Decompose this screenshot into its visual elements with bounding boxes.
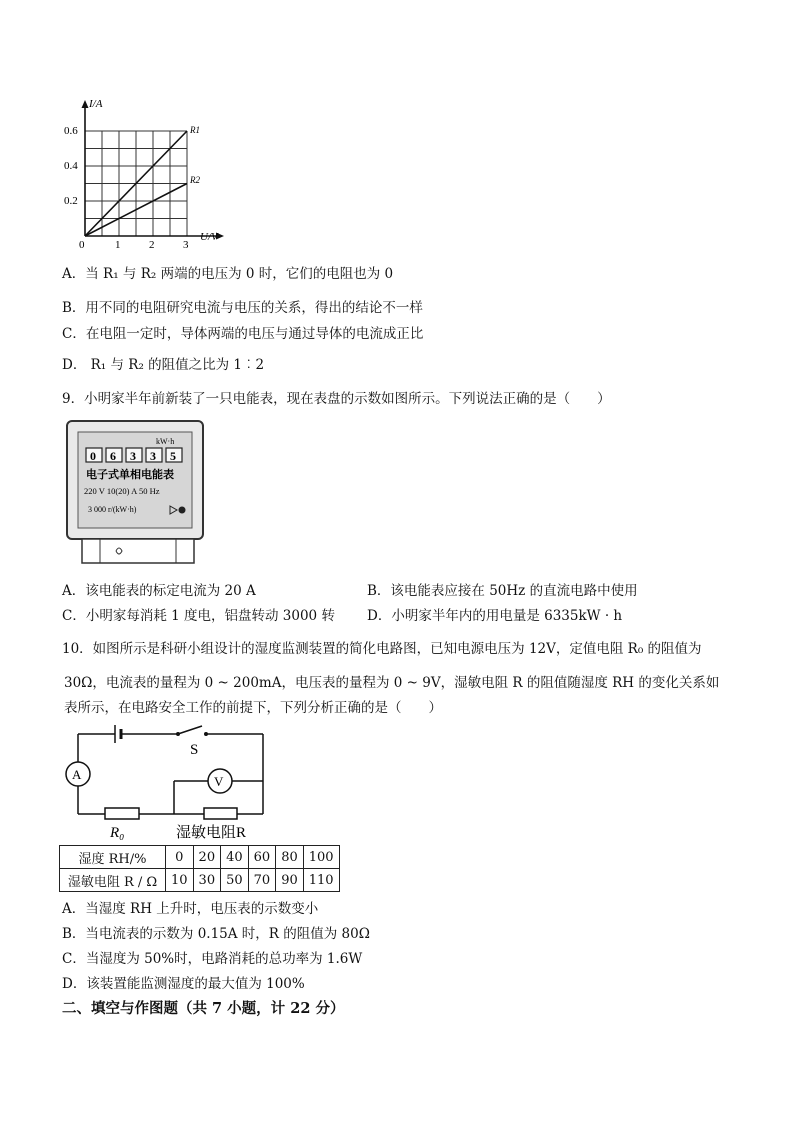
y-tick-label: 0.6 [64, 125, 78, 137]
table-cell: 50 [221, 869, 249, 892]
q10-option-b: B．当电流表的示数为 0.15A 时，R 的阻值为 80Ω [62, 926, 370, 942]
table-cell: 0 [166, 846, 194, 869]
humidity-resistor-label: 湿敏电阻R [176, 825, 247, 841]
q10-stem-line2: 30Ω，电流表的量程为 0 ~ 200mA，电压表的量程为 0 ~ 9V，湿敏电阻 R 的阻值随湿度 RH 的变化关系如 [64, 675, 720, 691]
q9-option-c: C．小明家每消耗 1 度电，铝盘转动 3000 转 [62, 608, 335, 624]
q10-option-a: A．当湿度 RH 上升时，电压表的示数变小 [62, 901, 319, 917]
r0-label: R₀ [110, 825, 125, 841]
electricity-meter [64, 418, 206, 568]
y-tick-label: 0.4 [64, 160, 78, 172]
x-tick-label: 3 [183, 239, 189, 250]
table-cell: 10 [166, 869, 194, 892]
meter-digit: 3 [130, 449, 136, 463]
voltmeter-label: V [214, 774, 224, 789]
series-label-r2: R2 [190, 175, 200, 185]
meter-digit: 3 [150, 449, 156, 463]
q9-option-a: A．该电能表的标定电流为 20 A [62, 583, 256, 599]
table-cell: 40 [221, 846, 249, 869]
circuit-diagram [60, 722, 290, 844]
meter-rating: 220 V 10(20) A 50 Hz [84, 486, 160, 496]
q8-option-b: B．用不同的电阻研究电流与电压的关系，得出的结论不一样 [62, 300, 423, 316]
meter-digit: 0 [90, 449, 96, 463]
table-cell: 30 [193, 869, 221, 892]
table-cell: 100 [303, 846, 339, 869]
meter-unit: kW·h [156, 437, 175, 446]
q8-option-a: A．当 R₁ 与 R₂ 两端的电压为 0 时，它们的电阻也为 0 [62, 266, 394, 282]
humidity-table [59, 845, 340, 892]
table-row-header: 湿度 RH/% [60, 846, 166, 869]
meter-constant: 3 000 r/(kW·h) [88, 505, 137, 514]
table-row-header: 湿敏电阻 R / Ω [60, 869, 166, 892]
table-cell: 110 [303, 869, 339, 892]
x-tick-label: 1 [115, 239, 121, 250]
table-cell: 80 [276, 846, 304, 869]
series-label-r1: R1 [190, 125, 200, 135]
q10-stem-line3: 表所示，在电路安全工作的前提下，下列分析正确的是（ ） [64, 700, 442, 716]
q9-stem: 9．小明家半年前新装了一只电能表，现在表盘的示数如图所示。下列说法正确的是（ ） [62, 391, 611, 407]
meter-digit: 5 [170, 449, 176, 463]
q10-option-c: C．当湿度为 50%时，电路消耗的总功率为 1.6W [62, 951, 363, 967]
y-axis-label: I/A [89, 98, 103, 110]
table-cell: 70 [248, 869, 276, 892]
table-cell: 60 [248, 846, 276, 869]
ammeter-label: A [72, 767, 82, 782]
table-cell: 20 [193, 846, 221, 869]
meter-digit: 6 [110, 449, 116, 463]
y-tick-label: 0.2 [64, 195, 78, 207]
x-tick-label: 2 [149, 239, 155, 250]
table-row [60, 846, 340, 869]
q8-option-c: C．在电阻一定时，导体两端的电压与通过导体的电流成正比 [62, 326, 424, 342]
table-row [60, 869, 340, 892]
section-heading: 二、填空与作图题（共 7 小题，计 22 分） [62, 1000, 345, 1017]
x-axis-label: U/V [200, 231, 218, 243]
q8-option-d: D． R₁ 与 R₂ 的阻值之比为 1︰2 [62, 357, 265, 373]
meter-name: 电子式单相电能表 [86, 469, 174, 481]
switch-label: S [190, 742, 199, 758]
table-cell: 90 [276, 869, 304, 892]
q9-option-d: D．小明家半年内的用电量是 6335kW · h [367, 608, 623, 624]
iv-graph [60, 95, 240, 250]
q10-stem-line1: 10．如图所示是科研小组设计的湿度监测装置的简化电路图，已知电源电压为 12V，定值电阻 R₀ 的阻值为 [62, 641, 702, 657]
q9-option-b: B．该电能表应接在 50Hz 的直流电路中使用 [367, 583, 638, 599]
origin-label: 0 [79, 239, 85, 250]
q10-option-d: D．该装置能监测湿度的最大值为 100% [62, 976, 305, 992]
